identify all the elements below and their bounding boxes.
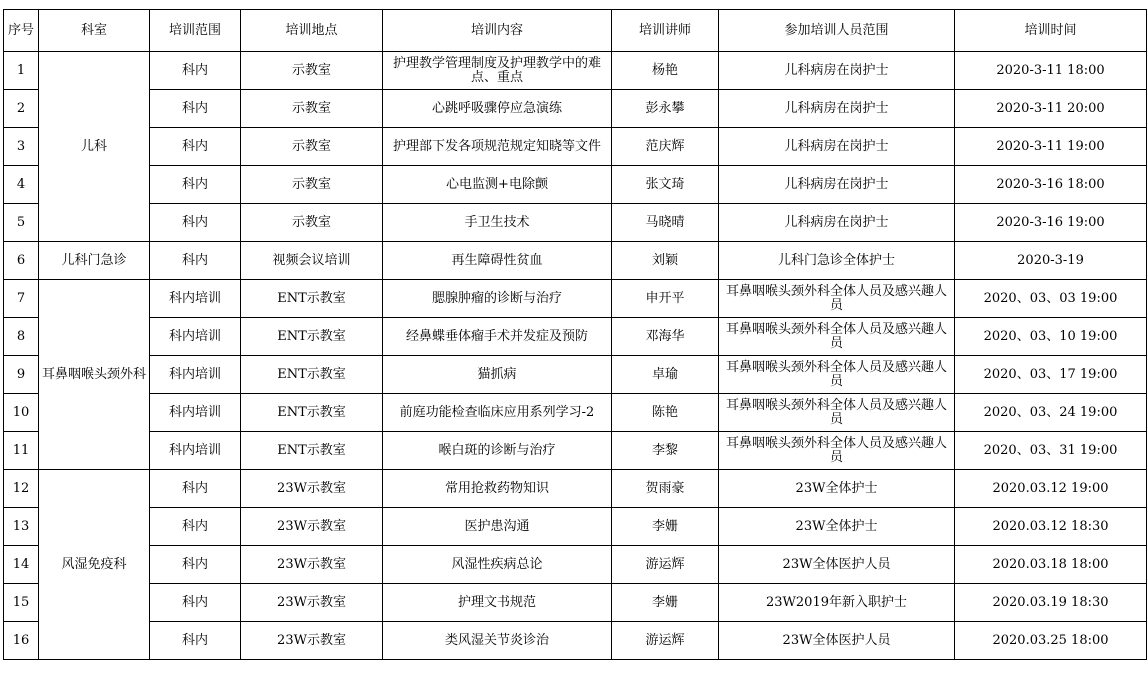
row-no: 3 <box>4 128 39 166</box>
row-lecturer: 贺雨豪 <box>612 470 719 508</box>
table-row <box>4 584 1147 622</box>
row-content: 护理教学管理制度及护理教学中的难点、重点 <box>383 52 612 90</box>
row-content: 心电监测+电除颤 <box>383 166 612 204</box>
row-no: 12 <box>4 470 39 508</box>
row-content: 风湿性疾病总论 <box>383 546 612 584</box>
row-participants: 儿科门急诊全体护士 <box>719 242 955 280</box>
row-content: 常用抢救药物知识 <box>383 470 612 508</box>
row-lecturer: 李黎 <box>612 432 719 470</box>
header-row <box>4 10 1147 52</box>
row-no: 15 <box>4 584 39 622</box>
table-row <box>4 470 1147 508</box>
row-time: 2020、03、31 19:00 <box>955 432 1147 470</box>
row-location: 23W示教室 <box>241 584 383 622</box>
row-location: 示教室 <box>241 90 383 128</box>
row-no: 6 <box>4 242 39 280</box>
row-lecturer: 游运辉 <box>612 622 719 660</box>
row-no: 1 <box>4 52 39 90</box>
header-lecturer: 培训讲师 <box>612 10 719 52</box>
row-participants: 23W全体医护人员 <box>719 546 955 584</box>
table-row <box>4 204 1147 242</box>
row-content: 护理部下发各项规范规定知晓等文件 <box>383 128 612 166</box>
row-participants: 耳鼻咽喉头颈外科全体人员及感兴趣人员 <box>719 394 955 432</box>
row-no: 11 <box>4 432 39 470</box>
row-lecturer: 彭永攀 <box>612 90 719 128</box>
row-scope: 科内培训 <box>150 356 241 394</box>
table-row <box>4 356 1147 394</box>
row-content: 喉白斑的诊断与治疗 <box>383 432 612 470</box>
row-location: 23W示教室 <box>241 546 383 584</box>
row-scope: 科内培训 <box>150 280 241 318</box>
row-time: 2020.03.18 18:00 <box>955 546 1147 584</box>
table-row <box>4 318 1147 356</box>
row-scope: 科内 <box>150 470 241 508</box>
row-time: 2020-3-11 18:00 <box>955 52 1147 90</box>
row-location: ENT示教室 <box>241 356 383 394</box>
row-participants: 23W2019年新入职护士 <box>719 584 955 622</box>
row-time: 2020-3-16 19:00 <box>955 204 1147 242</box>
row-scope: 科内 <box>150 204 241 242</box>
row-location: 示教室 <box>241 204 383 242</box>
row-participants: 耳鼻咽喉头颈外科全体人员及感兴趣人员 <box>719 356 955 394</box>
header-scope: 培训范围 <box>150 10 241 52</box>
row-scope: 科内 <box>150 242 241 280</box>
row-participants: 23W全体医护人员 <box>719 622 955 660</box>
row-participants: 23W全体护士 <box>719 508 955 546</box>
table-row <box>4 90 1147 128</box>
row-lecturer: 刘颖 <box>612 242 719 280</box>
row-location: 视频会议培训 <box>241 242 383 280</box>
row-participants: 儿科病房在岗护士 <box>719 166 955 204</box>
row-no: 8 <box>4 318 39 356</box>
table-row <box>4 622 1147 660</box>
row-no: 14 <box>4 546 39 584</box>
row-time: 2020-3-11 19:00 <box>955 128 1147 166</box>
table-row <box>4 52 1147 90</box>
department-cell: 儿科 <box>39 52 150 242</box>
row-time: 2020.03.12 19:00 <box>955 470 1147 508</box>
row-lecturer: 李姗 <box>612 584 719 622</box>
row-location: ENT示教室 <box>241 318 383 356</box>
row-lecturer: 张文琦 <box>612 166 719 204</box>
row-lecturer: 卓瑜 <box>612 356 719 394</box>
row-content: 再生障碍性贫血 <box>383 242 612 280</box>
row-time: 2020-3-16 18:00 <box>955 166 1147 204</box>
row-scope: 科内 <box>150 166 241 204</box>
row-no: 5 <box>4 204 39 242</box>
table-row <box>4 394 1147 432</box>
row-content: 前庭功能检查临床应用系列学习-2 <box>383 394 612 432</box>
row-time: 2020、03、10 19:00 <box>955 318 1147 356</box>
row-location: 示教室 <box>241 52 383 90</box>
row-content: 医护患沟通 <box>383 508 612 546</box>
row-participants: 儿科病房在岗护士 <box>719 52 955 90</box>
row-time: 2020-3-11 20:00 <box>955 90 1147 128</box>
row-content: 护理文书规范 <box>383 584 612 622</box>
header-department: 科室 <box>39 10 150 52</box>
header-location: 培训地点 <box>241 10 383 52</box>
row-scope: 科内 <box>150 508 241 546</box>
row-content: 经鼻蝶垂体瘤手术并发症及预防 <box>383 318 612 356</box>
row-no: 16 <box>4 622 39 660</box>
row-scope: 科内培训 <box>150 318 241 356</box>
row-content: 类风湿关节炎诊治 <box>383 622 612 660</box>
row-location: 23W示教室 <box>241 508 383 546</box>
row-lecturer: 范庆辉 <box>612 128 719 166</box>
row-content: 腮腺肿瘤的诊断与治疗 <box>383 280 612 318</box>
row-location: ENT示教室 <box>241 432 383 470</box>
row-participants: 耳鼻咽喉头颈外科全体人员及感兴趣人员 <box>719 280 955 318</box>
row-time: 2020、03、17 19:00 <box>955 356 1147 394</box>
row-content: 猫抓病 <box>383 356 612 394</box>
row-lecturer: 申开平 <box>612 280 719 318</box>
table-row <box>4 508 1147 546</box>
row-scope: 科内 <box>150 584 241 622</box>
row-no: 4 <box>4 166 39 204</box>
row-participants: 儿科病房在岗护士 <box>719 90 955 128</box>
row-content: 心跳呼吸骤停应急演练 <box>383 90 612 128</box>
row-scope: 科内 <box>150 622 241 660</box>
header-participants: 参加培训人员范围 <box>719 10 955 52</box>
department-cell: 风湿免疫科 <box>39 470 150 660</box>
row-lecturer: 杨艳 <box>612 52 719 90</box>
row-time: 2020、03、03 19:00 <box>955 280 1147 318</box>
row-scope: 科内 <box>150 52 241 90</box>
row-participants: 耳鼻咽喉头颈外科全体人员及感兴趣人员 <box>719 318 955 356</box>
row-time: 2020、03、24 19:00 <box>955 394 1147 432</box>
row-no: 10 <box>4 394 39 432</box>
header-no: 序号 <box>4 10 39 52</box>
row-location: 23W示教室 <box>241 622 383 660</box>
row-time: 2020.03.19 18:30 <box>955 584 1147 622</box>
table-row <box>4 242 1147 280</box>
header-content: 培训内容 <box>383 10 612 52</box>
row-location: 23W示教室 <box>241 470 383 508</box>
department-cell: 耳鼻咽喉头颈外科 <box>39 280 150 470</box>
row-no: 13 <box>4 508 39 546</box>
department-cell: 儿科门急诊 <box>39 242 150 280</box>
row-location: ENT示教室 <box>241 394 383 432</box>
row-time: 2020.03.25 18:00 <box>955 622 1147 660</box>
row-no: 9 <box>4 356 39 394</box>
header-time: 培训时间 <box>955 10 1147 52</box>
table-row <box>4 128 1147 166</box>
table-row <box>4 280 1147 318</box>
row-lecturer: 马晓晴 <box>612 204 719 242</box>
row-scope: 科内 <box>150 90 241 128</box>
row-location: 示教室 <box>241 166 383 204</box>
table-row <box>4 166 1147 204</box>
row-participants: 儿科病房在岗护士 <box>719 128 955 166</box>
row-scope: 科内 <box>150 128 241 166</box>
row-no: 2 <box>4 90 39 128</box>
row-time: 2020.03.12 18:30 <box>955 508 1147 546</box>
row-scope: 科内培训 <box>150 432 241 470</box>
row-scope: 科内培训 <box>150 394 241 432</box>
row-no: 7 <box>4 280 39 318</box>
row-participants: 23W全体护士 <box>719 470 955 508</box>
table-row <box>4 432 1147 470</box>
row-location: 示教室 <box>241 128 383 166</box>
row-location: ENT示教室 <box>241 280 383 318</box>
row-lecturer: 陈艳 <box>612 394 719 432</box>
training-schedule-table <box>3 9 1147 660</box>
row-participants: 耳鼻咽喉头颈外科全体人员及感兴趣人员 <box>719 432 955 470</box>
row-participants: 儿科病房在岗护士 <box>719 204 955 242</box>
row-time: 2020-3-19 <box>955 242 1147 280</box>
row-content: 手卫生技术 <box>383 204 612 242</box>
row-lecturer: 李姗 <box>612 508 719 546</box>
table-row <box>4 546 1147 584</box>
row-scope: 科内 <box>150 546 241 584</box>
row-lecturer: 游运辉 <box>612 546 719 584</box>
row-lecturer: 邓海华 <box>612 318 719 356</box>
